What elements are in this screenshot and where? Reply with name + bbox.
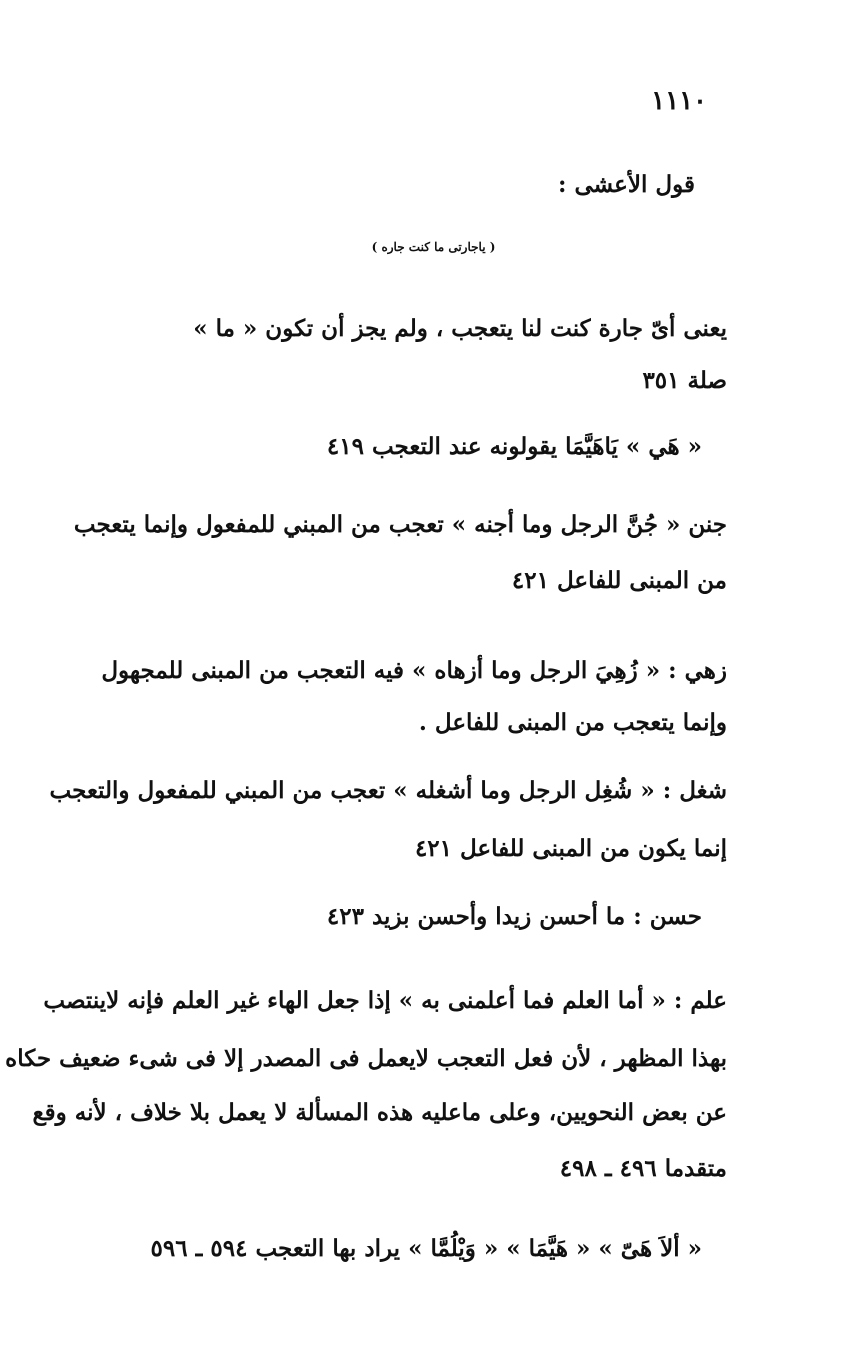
entry-c-line-2: صلة ٣٥١ xyxy=(642,367,727,394)
entry-e-line-1: جنن « جُنَّ الرجل وما أجنه » تعجب من المبني للمفعول وإنما يتعجب xyxy=(73,511,727,538)
entry-f-line-1: زهي : « زُهِيَ الرجل وما أزهاه » فيه التعجب من المبنى للمجهول xyxy=(101,657,727,684)
entry-i-line-4: متقدما ٤٩٦ ـ ٤٩٨ xyxy=(559,1155,727,1182)
entry-i-line-2: بهذا المظهر ، لأن فعل التعجب لايعمل فى المصدر إلا فى شىء ضعيف حكاه xyxy=(5,1045,727,1072)
entry-i-line-3: عن بعض النحويين، وعلى ماعليه هذه المسألة لا يعمل بلا خلاف ، لأنه وقع xyxy=(32,1099,727,1126)
entry-e-line-2: من المبنى للفاعل ٤٢١ xyxy=(511,567,727,594)
entry-i-line-1: علم : « أما العلم فما أعلمنى به » إذا جعل الهاء غير العلم فإنه لاينتصب xyxy=(43,987,727,1014)
entry-f-line-2: وإنما يتعجب من المبنى للفاعل . xyxy=(418,709,727,736)
entry-j-line-1: « ألاَ هَىّ » « هَيَّمَا » « وَيْلُمَّا » يراد بها التعجب ٥٩٤ ـ ٥٩٦ xyxy=(150,1235,702,1262)
entry-g-line-1: شغل : « شُغِل الرجل وما أشغله » تعجب من المبني للمفعول والتعجب xyxy=(49,777,727,804)
entry-h-line-1: حسن : ما أحسن زيدا وأحسن بزيد ٤٢٣ xyxy=(326,903,702,930)
entry-c-line-1: يعنى أىّ جارة كنت لنا يتعجب ، ولم يجز أن تكون « ما » xyxy=(193,315,727,342)
verse-quote: ( ياجارتى ما كنت جاره ) xyxy=(371,240,496,254)
entry-d-line-1: « هَي » يَاهَيَّمَا يقولونه عند التعجب ٤١٩ xyxy=(326,433,702,460)
entry-g-line-2: إنما يكون من المبنى للفاعل ٤٢١ xyxy=(414,835,727,862)
page-number: ١١١٠ xyxy=(651,86,707,116)
entry-a-line-1: قول الأعشى : xyxy=(557,171,695,198)
